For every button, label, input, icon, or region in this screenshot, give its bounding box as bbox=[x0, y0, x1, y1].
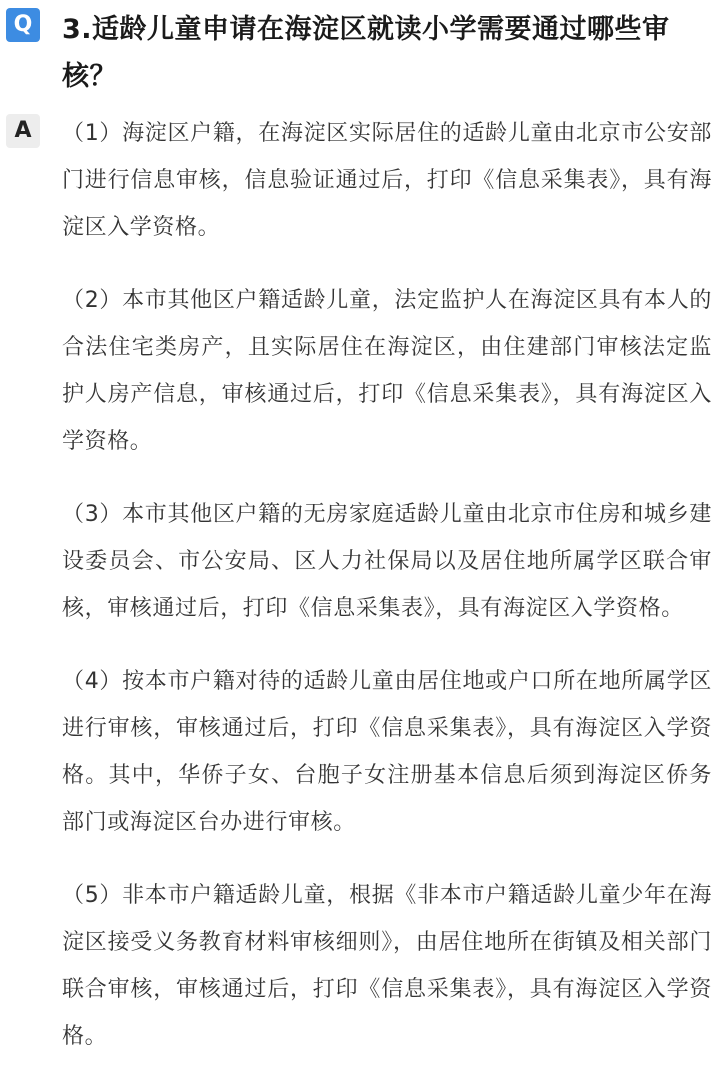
answer-paragraph-2: （2）本市其他区户籍适龄儿童，法定监护人在海淀区具有本人的合法住宅类房产，且实际居住在海淀区，由住建部门审核法定监护人房产信息，审核通过后，打印《信息采集表》，具有海淀区入学资格。 bbox=[62, 288, 712, 454]
answer-paragraph-4: （4）按本市户籍对待的适龄儿童由居住地或户口所在地所属学区进行审核，审核通过后，打印《信息采集表》，具有海淀区入学资格。其中，华侨子女、台胞子女注册基本信息后须到海淀区侨务部门或海淀区台办进行审核。 bbox=[62, 669, 712, 835]
answer-badge: A bbox=[6, 114, 40, 148]
question-title: 3.适龄儿童申请在海淀区就读小学需要通过哪些审核？ bbox=[62, 14, 670, 92]
answer-paragraph-5: （5）非本市户籍适龄儿童，根据《非本市户籍适龄儿童少年在海淀区接受义务教育材料审核细则》，由居住地所在街镇及相关部门联合审核，审核通过后，打印《信息采集表》，具有海淀区入学资格。 bbox=[62, 883, 712, 1049]
answer-body bbox=[62, 110, 712, 1086]
answer-paragraph-3: （3）本市其他区户籍的无房家庭适龄儿童由北京市住房和城乡建设委员会、市公安局、区人力社保局以及居住地所属学区联合审核，审核通过后，打印《信息采集表》，具有海淀区入学资格。 bbox=[62, 502, 712, 621]
question-badge: Q bbox=[6, 8, 40, 42]
answer-paragraph-1: （1）海淀区户籍，在海淀区实际居住的适龄儿童由北京市公安部门进行信息审核，信息验证通过后，打印《信息采集表》，具有海淀区入学资格。 bbox=[62, 121, 712, 240]
